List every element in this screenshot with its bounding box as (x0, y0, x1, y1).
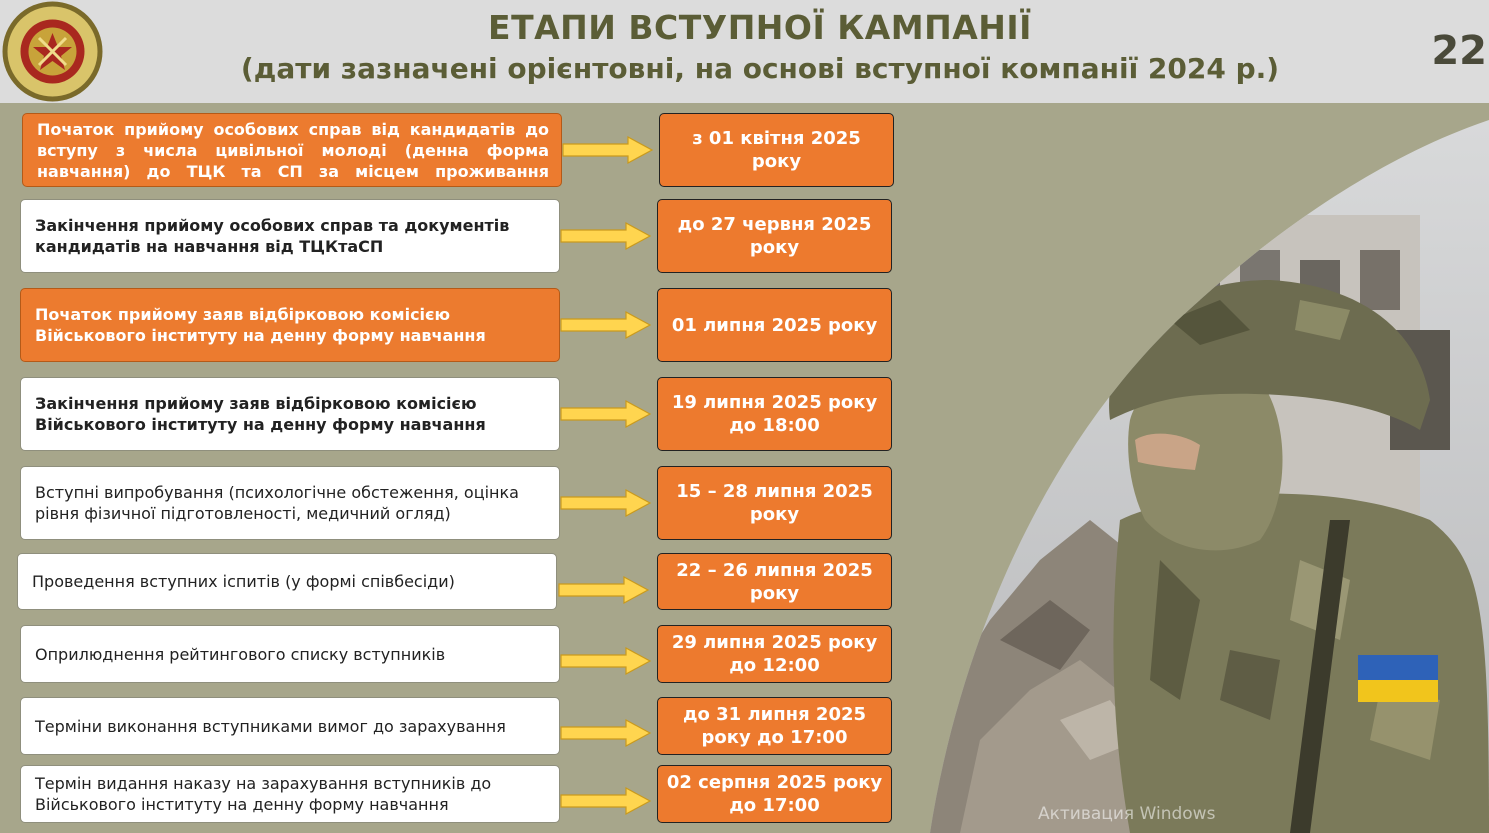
right-arrow-icon (560, 489, 652, 517)
right-arrow-icon (562, 136, 654, 164)
right-arrow-icon (560, 311, 652, 339)
step-date: з 01 квітня 2025 року (659, 113, 894, 187)
step-label: Початок прийому заяв відбірковою комісією Військового інституту на денну форму навчання (20, 288, 560, 362)
step-label: Закінчення прийому заяв відбірковою комісією Військового інституту на денну форму навчання (20, 377, 560, 451)
step-date: 01 липня 2025 року (657, 288, 892, 362)
right-arrow-icon (560, 647, 652, 675)
step-label: Закінчення прийому особових справ та документів кандидатів на навчання від ТЦКтаСП (20, 199, 560, 273)
step-date: 22 – 26 липня 2025 року (657, 553, 892, 610)
right-arrow-icon (560, 719, 652, 747)
step-label: Вступні випробування (психологічне обстеження, оцінка рівня фізичної підготовленості, медичний огляд) (20, 466, 560, 540)
step-date: 15 – 28 липня 2025 року (657, 466, 892, 540)
right-arrow-icon (560, 787, 652, 815)
right-arrow-icon (558, 576, 650, 604)
page-number: 22 (1431, 28, 1487, 74)
right-arrow-icon (560, 400, 652, 428)
step-label: Проведення вступних іспитів (у формі співбесіди) (17, 553, 557, 610)
step-date: 02 серпня 2025 року до 17:00 (657, 765, 892, 823)
step-label: Термін видання наказу на зарахування вступників до Військового інституту на денну форму навчання (20, 765, 560, 823)
step-date: 29 липня 2025 року до 12:00 (657, 625, 892, 683)
right-arrow-icon (560, 222, 652, 250)
step-date: до 31 липня 2025 року до 17:00 (657, 697, 892, 755)
step-date: до 27 червня 2025 року (657, 199, 892, 273)
windows-activation-watermark: Активация Windows (1038, 804, 1216, 824)
step-label: Початок прийому особових справ від кандидатів до вступу з числа цивільної молоді (денна форма навчання) до ТЦК та СП за місцем проживання (22, 113, 562, 187)
page-subtitle: (дати зазначені орієнтовні, на основі вступної компанії 2024 р.) (240, 52, 1280, 85)
step-label: Терміни виконання вступниками вимог до зарахування (20, 697, 560, 755)
step-label: Оприлюднення рейтингового списку вступників (20, 625, 560, 683)
page-title: ЕТАПИ ВСТУПНОЇ КАМПАНІЇ (488, 8, 1032, 47)
step-date: 19 липня 2025 року до 18:00 (657, 377, 892, 451)
